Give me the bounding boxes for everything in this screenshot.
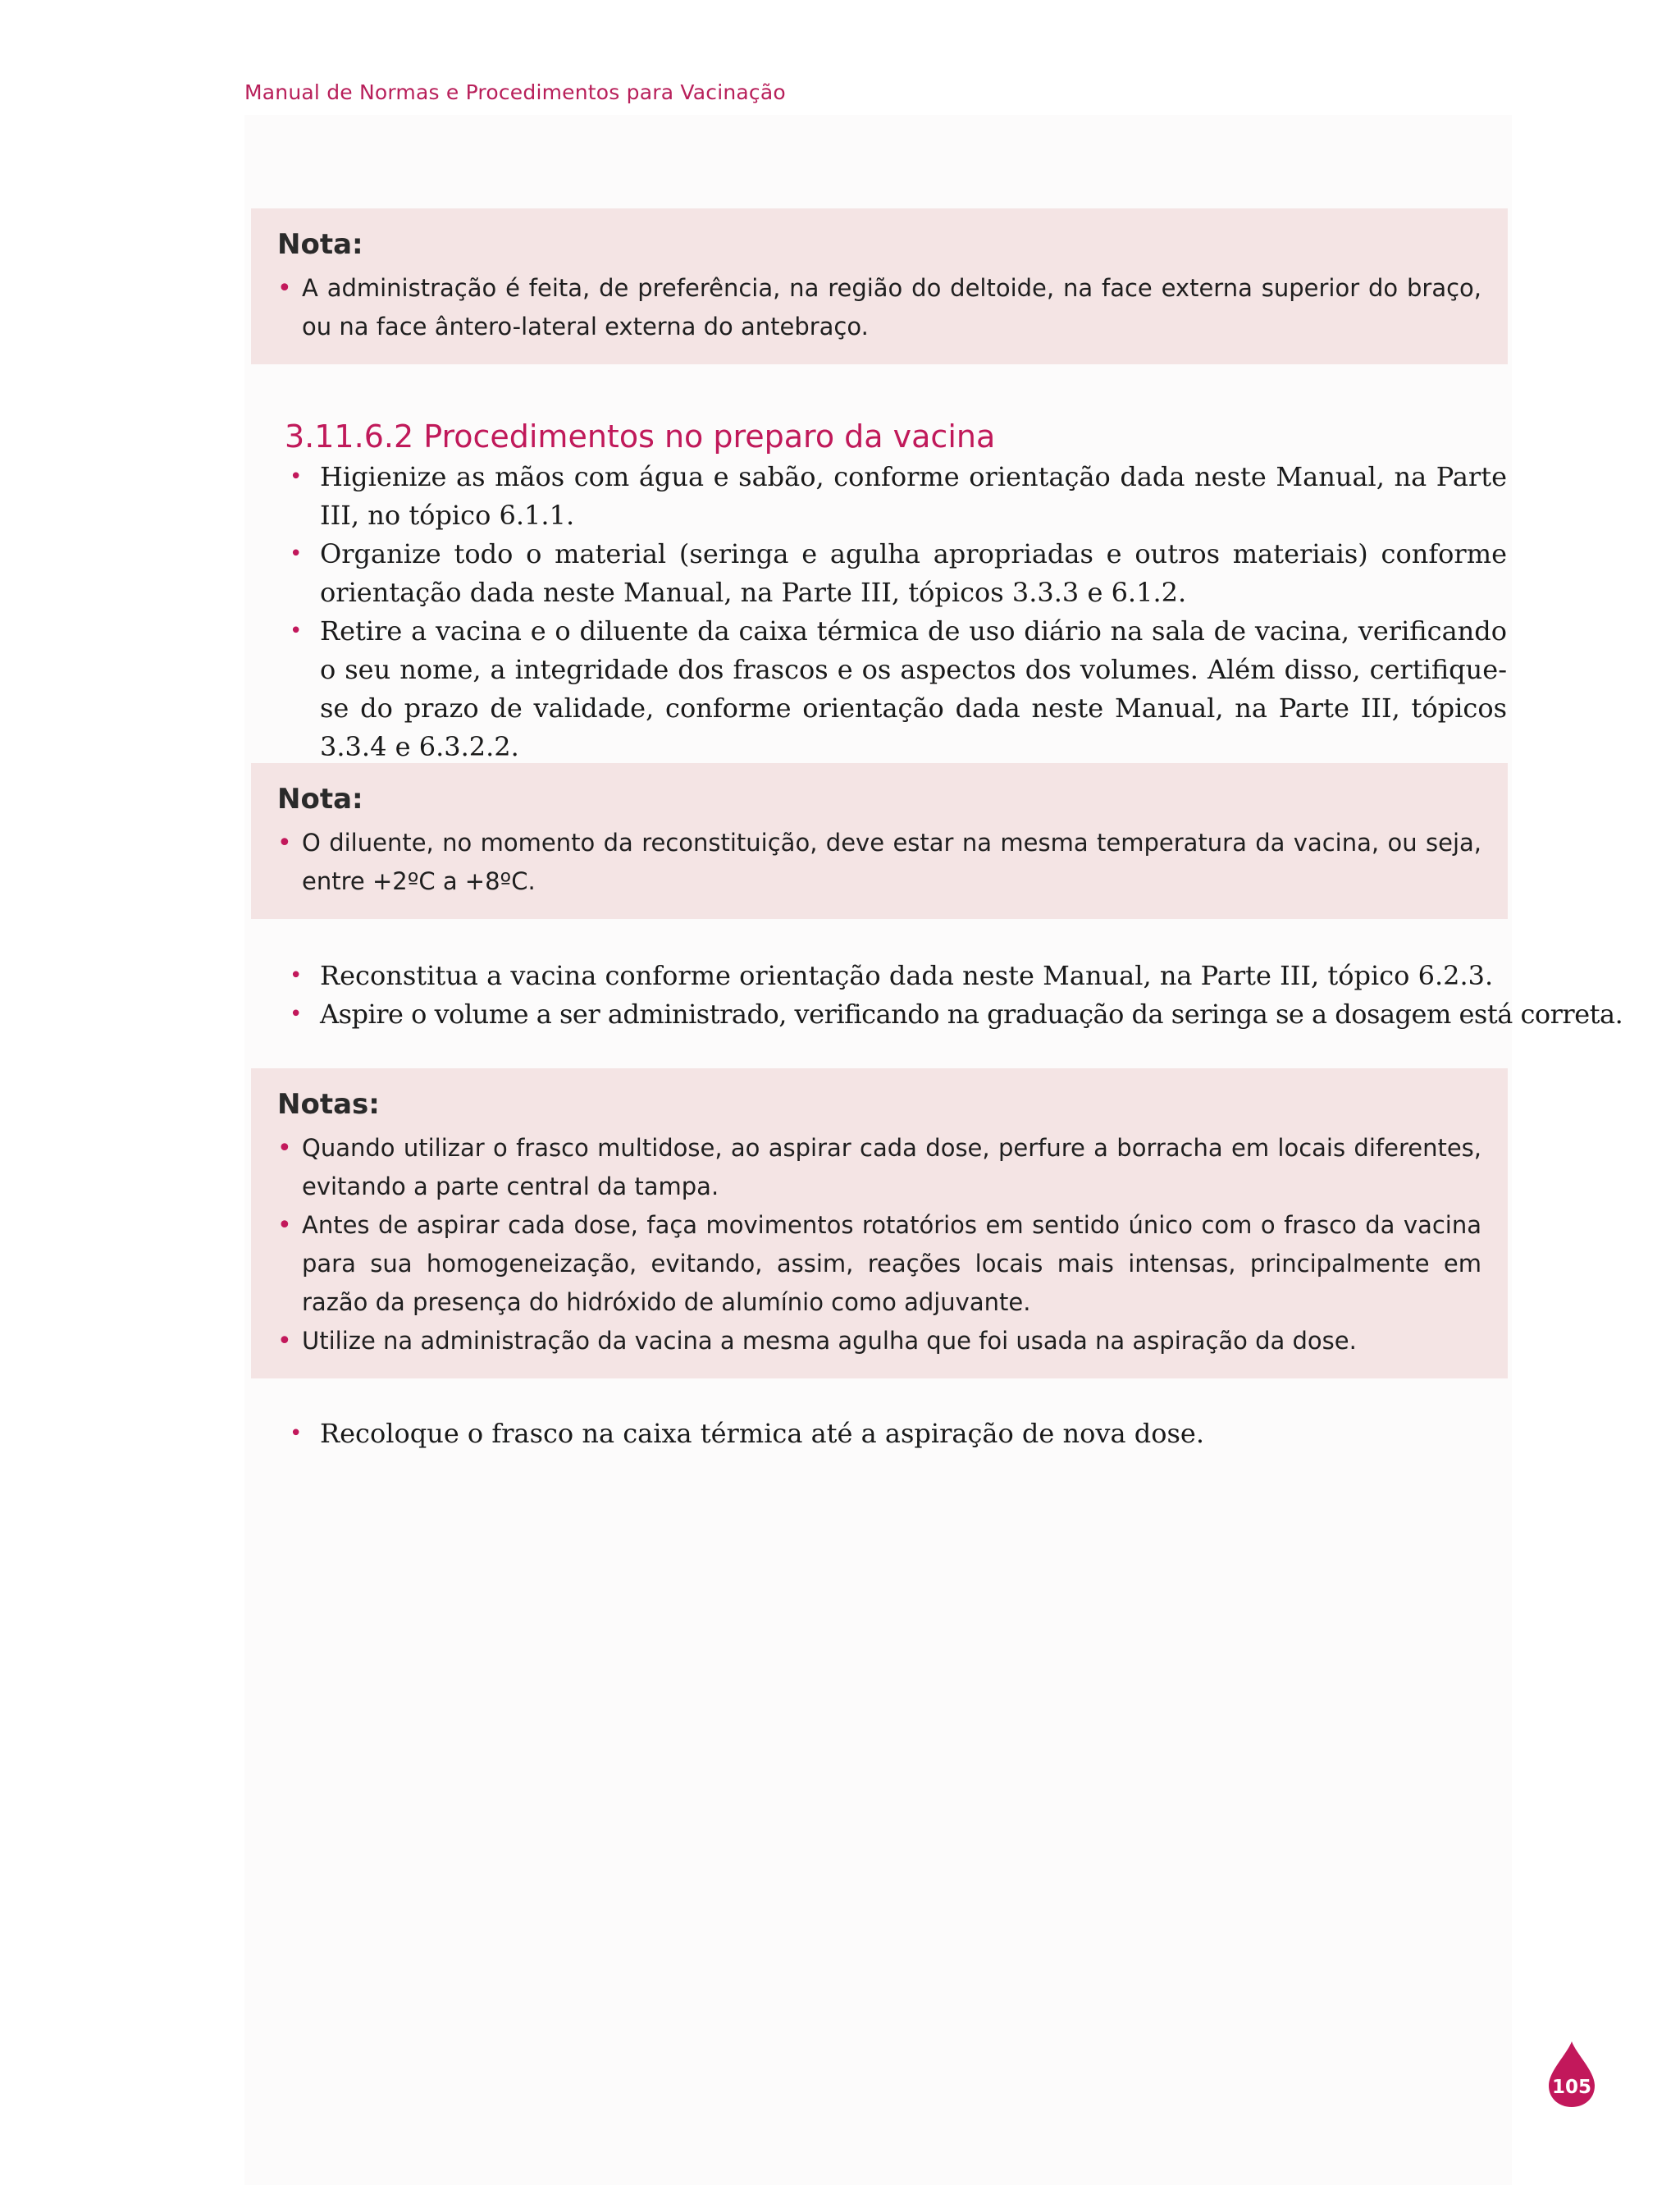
bullet-icon: • (290, 619, 303, 643)
note-title: Notas: (277, 1088, 380, 1121)
page-number: 105 (1551, 2077, 1591, 2098)
bullet-icon: • (290, 464, 303, 489)
note-item-text: A administração é feita, de preferência, na região do deltoide, na face externa superior do braço, ou na face ântero-lateral externa do antebraço. (302, 274, 1481, 341)
note-title: Nota: (277, 783, 363, 816)
bullet-icon: • (277, 1327, 292, 1355)
bullet-icon: • (290, 963, 303, 988)
note-item (277, 1206, 1481, 1322)
list-item-text: Aspire o volume a ser administrado, verificando na graduação da seringa se a dosagem está correta. (320, 999, 1623, 1030)
note-item-text: Antes de aspirar cada dose, faça movimentos rotatórios em sentido único com o frasco da vacina para sua homogeneização, evitando, assim, reações locais mais intensas, principalmente em razão da presença do hidróxido de alumínio como adjuvante. (302, 1211, 1481, 1316)
bullet-icon: • (290, 1421, 303, 1446)
note-item (277, 1322, 1481, 1360)
note-item-text: Utilize na administração da vacina a mesma agulha que foi usada na aspiração da dose. (302, 1327, 1357, 1355)
procedure-list-1 (285, 458, 1507, 766)
note-box-diluent (251, 763, 1508, 919)
list-item-text: Retire a vacina e o diluente da caixa térmica de uso diário na sala de vacina, verificando o seu nome, a integridade dos frascos e os aspectos dos volumes. Além disso, certifique-se do prazo de validade, conforme orientação dada neste Manual, na Parte III, tópicos 3.3.4 e 6.3.2.2. (320, 615, 1507, 762)
list-item-text: Higienize as mãos com água e sabão, conforme orientação dada neste Manual, na Parte III, no tópico 6.1.1. (320, 461, 1507, 531)
bullet-icon: • (277, 1211, 292, 1240)
drop-icon (1547, 2040, 1596, 2109)
list-item (285, 957, 1507, 995)
bullet-icon: • (290, 1002, 303, 1026)
procedure-list-2 (285, 957, 1623, 1034)
note-item (277, 824, 1481, 901)
bullet-icon: • (277, 829, 292, 857)
list-item-text: Organize todo o material (seringa e agulha apropriadas e outros materiais) conforme orientação dada neste Manual, na Parte III, tópicos 3.3.3 e 6.1.2. (320, 538, 1507, 608)
note-item-text: O diluente, no momento da reconstituição, deve estar na mesma temperatura da vacina, ou seja, entre +2ºC a +8ºC. (302, 829, 1481, 895)
note-item (277, 1129, 1481, 1206)
bullet-icon: • (277, 274, 292, 303)
note-list (277, 824, 1481, 901)
list-item (285, 458, 1507, 535)
list-item (285, 995, 1623, 1034)
note-item-text: Quando utilizar o frasco multidose, ao aspirar cada dose, perfure a borracha em locais diferentes, evitando a parte central da tampa. (302, 1134, 1481, 1200)
list-item (285, 535, 1507, 612)
note-item (277, 269, 1481, 346)
list-item-text: Recoloque o frasco na caixa térmica até a aspiração de nova dose. (320, 1418, 1204, 1449)
note-box-deltoid (251, 208, 1508, 364)
bullet-icon: • (290, 542, 303, 566)
note-box-multidose (251, 1068, 1508, 1378)
section-heading: 3.11.6.2 Procedimentos no preparo da vacina (285, 418, 996, 455)
procedure-list-3 (285, 1415, 1507, 1453)
running-header: Manual de Normas e Procedimentos para Vacinação (244, 80, 786, 104)
note-title: Nota: (277, 228, 363, 261)
bullet-icon: • (277, 1134, 292, 1163)
list-item-text: Reconstitua a vacina conforme orientação dada neste Manual, na Parte III, tópico 6.2.3. (320, 960, 1494, 991)
list-item (285, 1415, 1507, 1453)
note-list (277, 269, 1481, 346)
note-list (277, 1129, 1481, 1360)
list-item (285, 612, 1507, 766)
